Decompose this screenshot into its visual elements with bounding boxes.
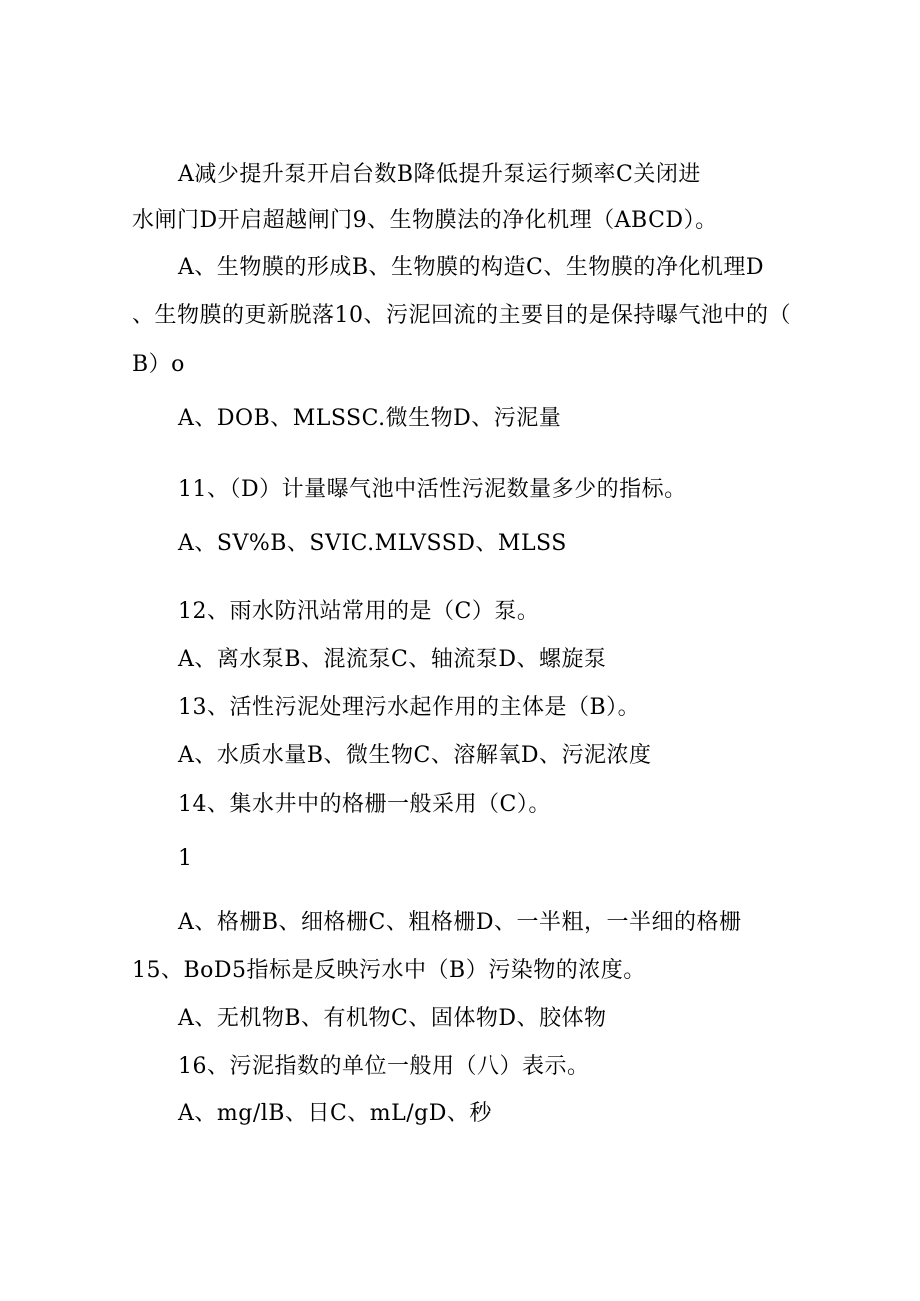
text-line-4: 、生物膜的更新脱落10、污泥回流的主要目的是保持曝气池中的（ (132, 303, 791, 328)
text-line-1: A减少提升泵开启台数B降低提升泵运行频率C关闭进 (178, 162, 701, 187)
text-line-18: 16、污泥指数的单位一般用（八）表示。 (178, 1054, 590, 1079)
text-line-7: 11、（D）计量曝气池中活性污泥数量多少的指标。 (178, 477, 687, 502)
text-line-15: A、格栅B、细格栅C、粗格栅D、一半粗，一半细的格栅 (178, 910, 742, 935)
text-line-9: 12、雨水防汛站常用的是（C）泵。 (178, 599, 540, 624)
text-line-5: B）o (132, 352, 185, 377)
text-line-12: A、水质水量B、微生物C、溶解氧D、污泥浓度 (178, 743, 652, 768)
page-number: 1 (178, 846, 193, 871)
text-line-10: A、离水泵B、混流泵C、轴流泵D、螺旋泵 (178, 647, 607, 672)
text-line-8: A、SV%B、SVIC.MLVSSD、MLSS (178, 531, 567, 556)
text-line-11: 13、活性污泥处理污水起作用的主体是（B）。 (178, 695, 641, 720)
text-line-13: 14、集水井中的格栅一般采用（C）。 (178, 792, 551, 817)
text-line-17: A、无机物B、有机物C、固体物D、胶体物 (178, 1006, 607, 1031)
text-line-19: A、mg/lB、日C、mL/gD、秒 (178, 1101, 492, 1126)
text-line-2: 水闸门D开启超越闸门9、生物膜法的净化机理（ABCD）。 (132, 208, 718, 233)
text-line-3: A、生物膜的形成B、生物膜的构造C、生物膜的净化机理D (178, 255, 765, 280)
text-line-16: 15、BoD5指标是反映污水中（B）污染物的浓度。 (132, 958, 646, 983)
text-line-6: A、DOB、MLSSC.微生物D、污泥量 (178, 406, 562, 431)
